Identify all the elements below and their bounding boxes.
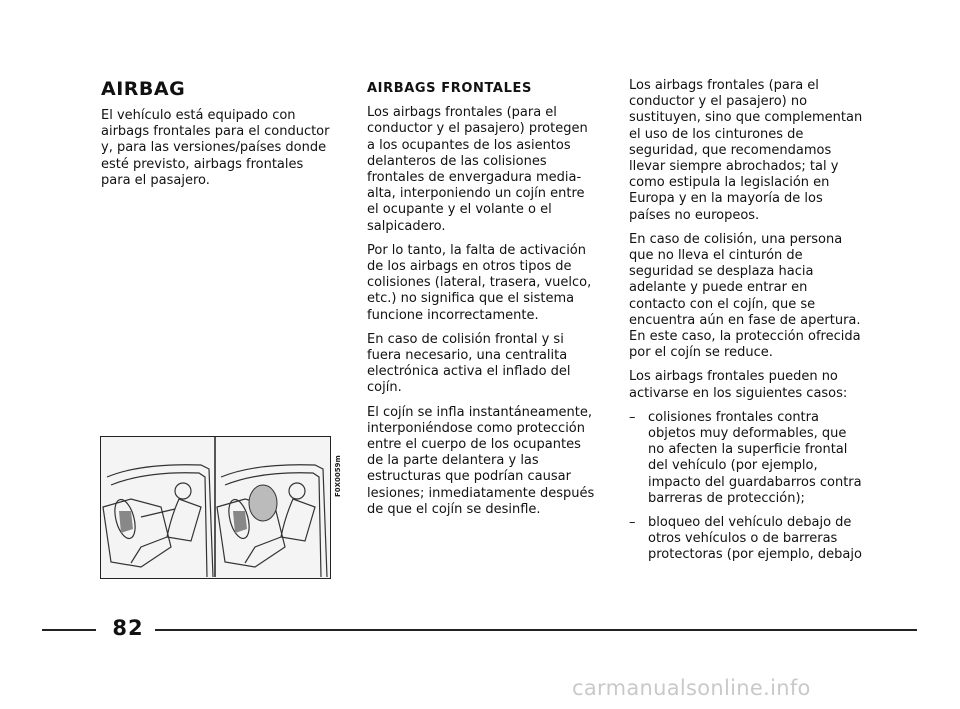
figure-code-label: F0X0059m bbox=[334, 455, 342, 497]
paragraph: Los airbags frontales (para el conductor y el pasajero) protegen a los ocupantes de los asientos delanteros de las colisiones frontales de envergadura media-alta, interponiendo un cojín entre el ocupante y el volante o el salpicadero. bbox=[367, 105, 588, 234]
column-1 bbox=[101, 78, 333, 197]
section-title-frontal-airbags: AIRBAGS FRONTALES bbox=[367, 81, 532, 96]
airbag-diagram-image bbox=[101, 437, 329, 577]
paragraph: Por lo tanto, la falta de activación de los airbags en otros tipos de colisiones (lateral, trasera, vuelco, etc.) no significa que el sistema funcione incorrectamente. bbox=[367, 242, 592, 323]
paragraph: En caso de colisión, una persona que no lleva el cinturón de seguridad se desplaza hacia adelante y puede entrar en contacto con el cojín, que se encuentra aún en fase de apertura. En este caso, la protección ofrecida por el cojín se reduce. bbox=[629, 231, 861, 361]
footer-rule-left bbox=[42, 629, 96, 631]
list-item: – bloqueo del vehículo debajo de otros vehículos o de barreras protectoras (por ejemplo, debajo bbox=[629, 515, 865, 564]
airbag-illustration bbox=[100, 436, 331, 579]
paragraph: Los airbags frontales (para el conductor y el pasajero) no sustituyen, sino que complementan el uso de los cinturones de seguridad, que recomendamos llevar siempre abrochados; tal y como estipula la legislación en Europa y en la mayoría de los países no europeos. bbox=[629, 78, 863, 223]
list-item: – colisiones frontales contra objetos muy deformables, que no afecten la superficie frontal del vehículo (por ejemplo, impacto del guardabarros contra barreras de protección); bbox=[629, 410, 865, 507]
figure-code bbox=[334, 437, 344, 497]
paragraph: En caso de colisión frontal y si fuera necesario, una centralita electrónica activa el inflado del cojín. bbox=[367, 331, 571, 396]
footer-rule-right bbox=[155, 629, 917, 631]
paragraph: Los airbags frontales pueden no activarse en los siguientes casos: bbox=[629, 369, 848, 401]
paragraph: El cojín se infla instantáneamente, interponiéndose como protección entre el cuerpo de los ocupantes de la parte delantera y las estructuras que podrían causar lesiones; inmediatamente después de que el cojín se desinfle. bbox=[367, 404, 595, 517]
column-3 bbox=[629, 78, 865, 572]
intro-paragraph: El vehículo está equipado con airbags frontales para el conductor y, para las versiones/países donde esté previsto, airbags frontales para el pasajero. bbox=[101, 108, 330, 188]
non-activation-cases-list bbox=[629, 410, 865, 564]
section-title-airbag: AIRBAG bbox=[101, 78, 186, 100]
watermark: carmanualsonline.info bbox=[572, 676, 811, 700]
page-number: 82 bbox=[112, 616, 144, 640]
column-2 bbox=[367, 78, 599, 526]
